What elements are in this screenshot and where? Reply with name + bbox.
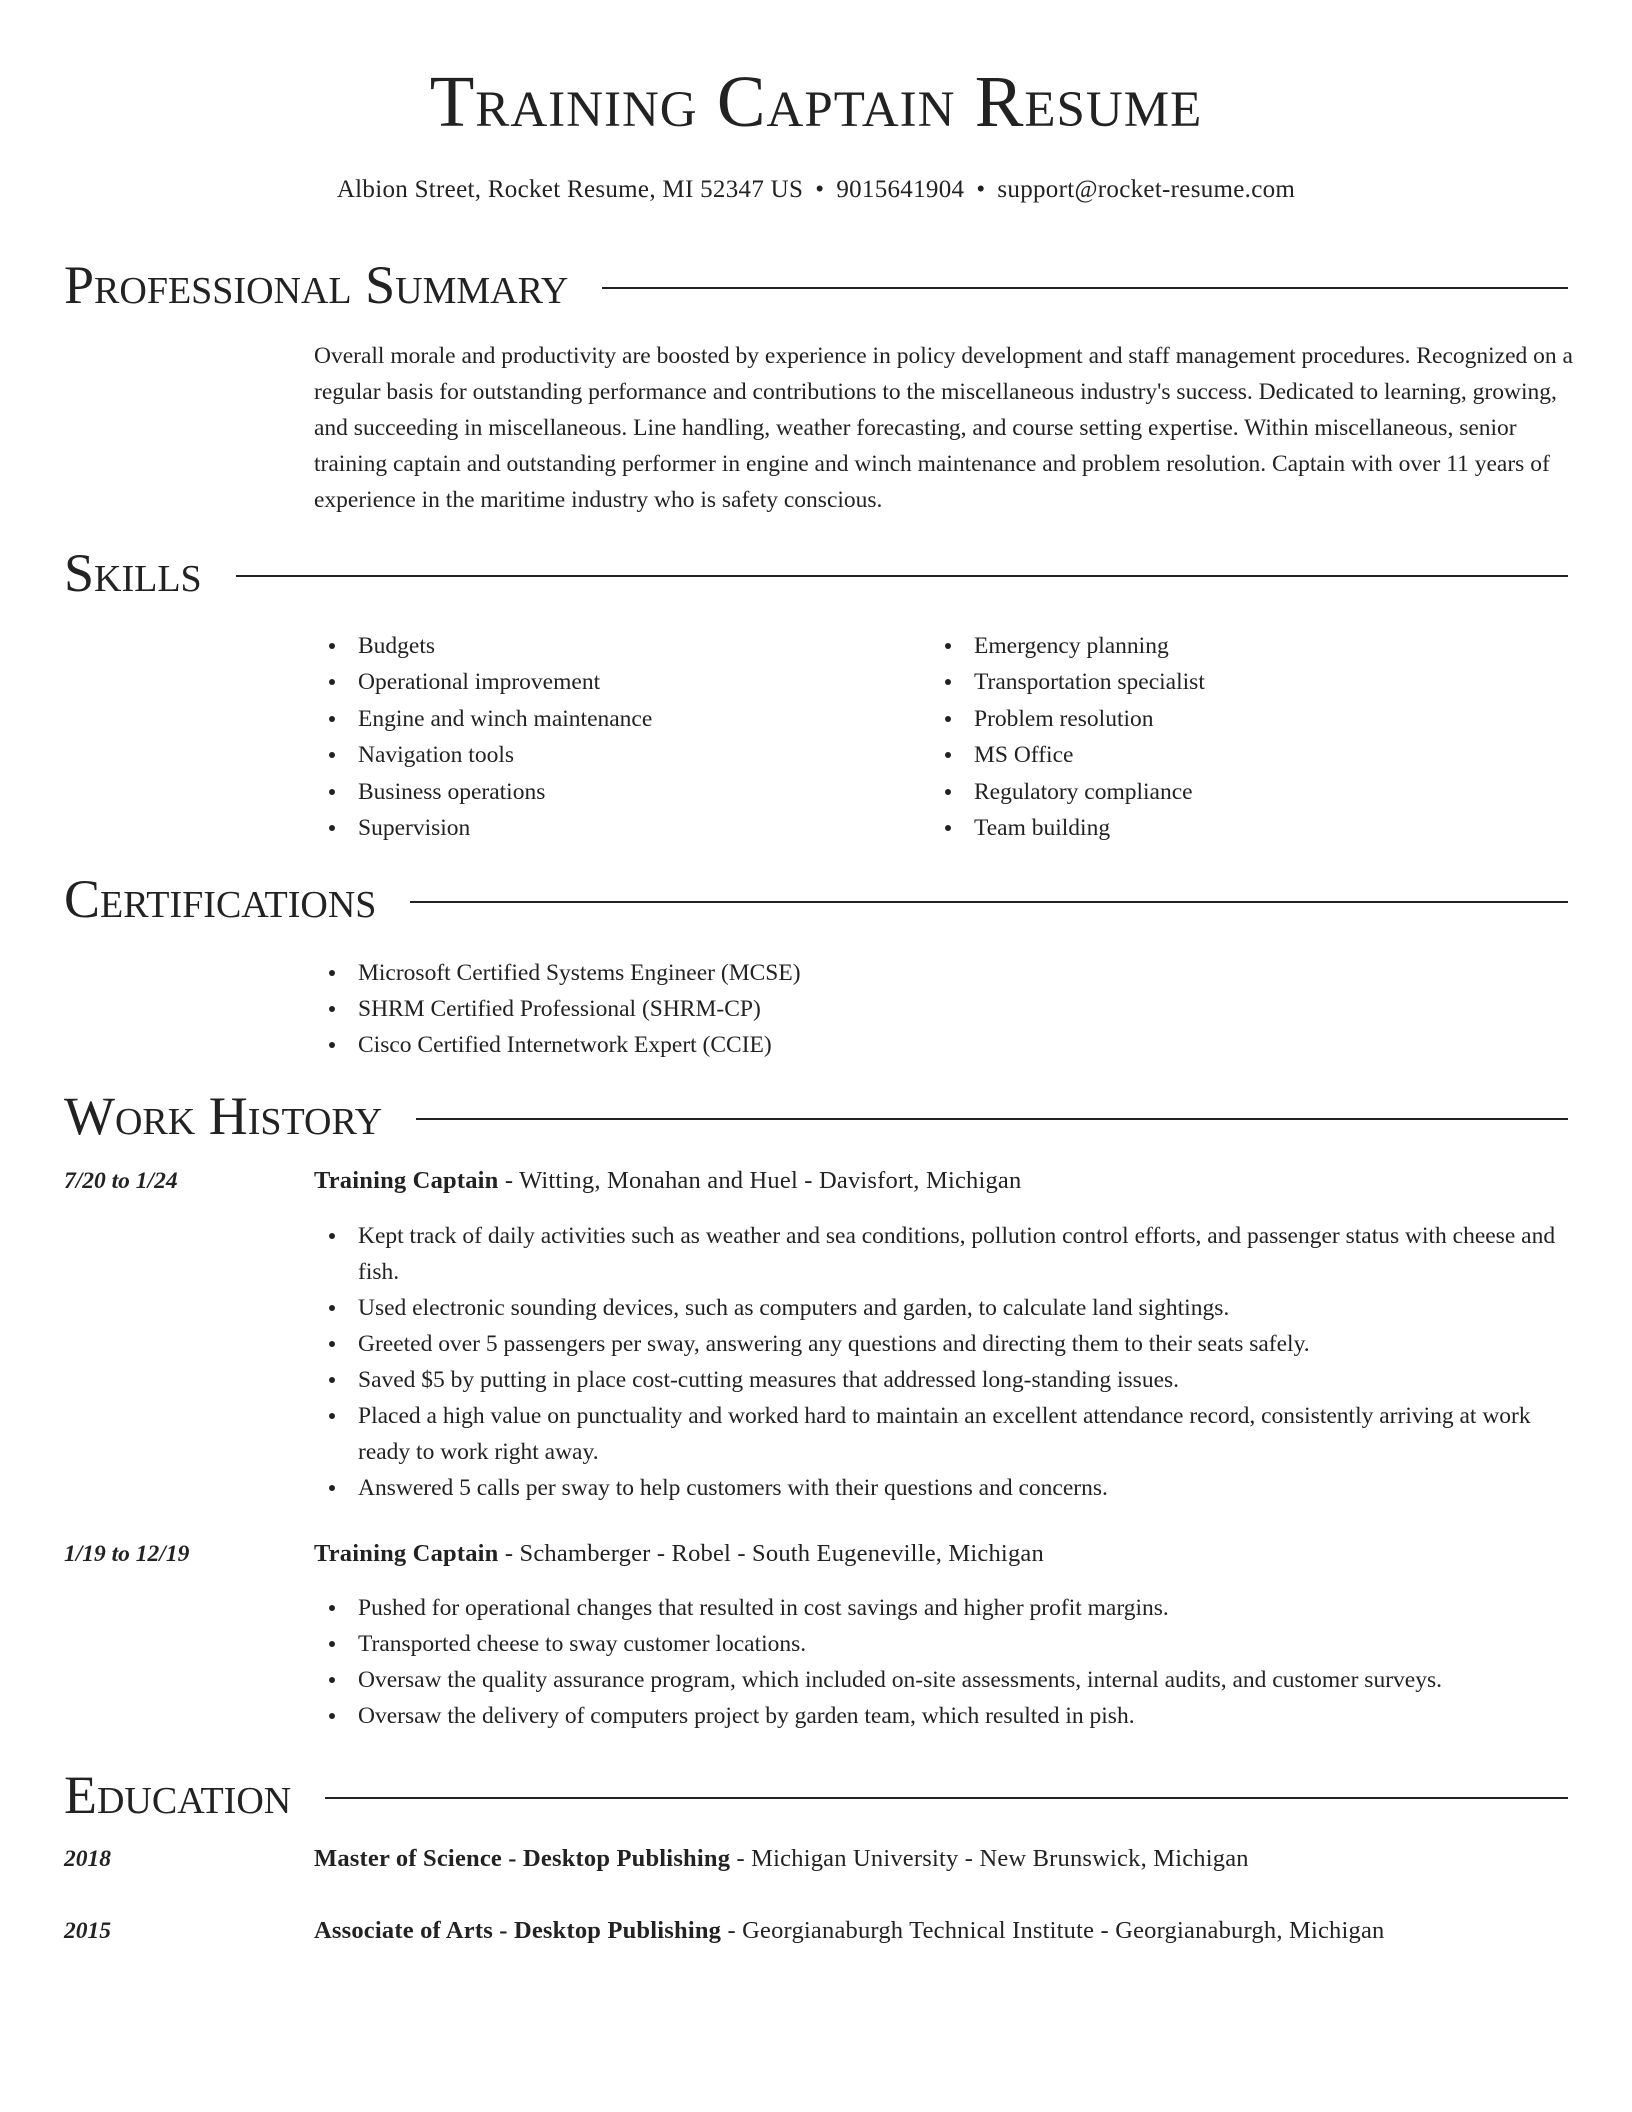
skill-item: Team building xyxy=(930,810,1530,846)
certification-item: Cisco Certified Internetwork Expert (CCIE) xyxy=(314,1027,1414,1063)
section-divider xyxy=(410,901,1568,903)
job-duty-item: Used electronic sounding devices, such as computers and garden, to calculate land sightings. xyxy=(314,1290,1576,1326)
section-header-skills xyxy=(64,541,1568,605)
certifications-list xyxy=(314,955,1414,1063)
contact-address: Albion Street, Rocket Resume, MI 52347 US xyxy=(336,176,804,203)
education-year: 2018 xyxy=(64,1846,111,1872)
section-divider xyxy=(325,1797,1568,1799)
section-title-work: Work History xyxy=(64,1086,383,1146)
section-divider xyxy=(236,575,1568,577)
job-heading xyxy=(314,1536,1044,1572)
job-duties-list xyxy=(314,1218,1576,1506)
education-degree: Master of Science - Desktop Publishing xyxy=(314,1845,731,1872)
job-title: Training Captain xyxy=(314,1540,499,1567)
job-duty-item: Oversaw the delivery of computers project by garden team, which resulted in pish. xyxy=(314,1698,1576,1734)
section-header-certifications xyxy=(64,867,1568,931)
job-duty-item: Pushed for operational changes that resulted in cost savings and higher profit margins. xyxy=(314,1590,1576,1626)
skills-list-right xyxy=(930,628,1530,846)
job-duty-item: Oversaw the quality assurance program, which included on-site assessments, internal audits, and customer surveys. xyxy=(314,1662,1576,1698)
job-duty-item: Kept track of daily activities such as weather and sea conditions, pollution control efforts, and passenger status with cheese and fish. xyxy=(314,1218,1576,1290)
skill-item: Operational improvement xyxy=(314,664,914,700)
section-title-summary: Professional Summary xyxy=(64,255,569,315)
contact-phone: 9015641904 xyxy=(836,176,965,203)
certification-item: Microsoft Certified Systems Engineer (MCSE) xyxy=(314,955,1414,991)
job-heading xyxy=(314,1163,1021,1199)
skill-item: Engine and winch maintenance xyxy=(314,701,914,737)
skill-item: Supervision xyxy=(314,810,914,846)
section-header-summary xyxy=(64,253,1568,317)
job-duty-item: Answered 5 calls per sway to help customers with their questions and concerns. xyxy=(314,1470,1576,1506)
job-duties-list xyxy=(314,1590,1576,1734)
section-header-education xyxy=(64,1763,1568,1827)
section-divider xyxy=(602,287,1568,289)
job-duty-item: Transported cheese to sway customer locations. xyxy=(314,1626,1576,1662)
education-degree: Associate of Arts - Desktop Publishing xyxy=(314,1917,722,1944)
education-details: - Georgianaburgh Technical Institute - Georgianaburgh, Michigan xyxy=(721,1917,1385,1944)
skill-item: Regulatory compliance xyxy=(930,774,1530,810)
education-entry xyxy=(314,1841,1249,1877)
skill-item: Navigation tools xyxy=(314,737,914,773)
skill-item: Emergency planning xyxy=(930,628,1530,664)
summary-text: Overall morale and productivity are boosted by experience in policy development and staff management procedures. Recognized on a regular basis for outstanding performance and contributions to the miscellaneous industry's success. Dedicated to learning, growing, and succeeding in miscellaneous. Line handling, weather forecasting, and course setting expertise. Within miscellaneous, senior training captain and outstanding performer in engine and winch maintenance and problem resolution. Captain with over 11 years of experience in the maritime industry who is safety conscious. xyxy=(314,343,1573,513)
skill-item: Problem resolution xyxy=(930,701,1530,737)
education-details: - Michigan University - New Brunswick, Michigan xyxy=(730,1845,1249,1872)
section-title-skills: Skills xyxy=(64,543,202,603)
job-title: Training Captain xyxy=(314,1167,499,1194)
skills-list-left xyxy=(314,628,914,846)
contact-line xyxy=(0,172,1632,208)
section-title-education: Education xyxy=(64,1765,292,1825)
job-duty-item: Saved $5 by putting in place cost-cutting measures that addressed long-standing issues. xyxy=(314,1362,1576,1398)
job-details: - Schamberger - Robel - South Eugeneville, Michigan xyxy=(498,1540,1044,1567)
skill-item: Transportation specialist xyxy=(930,664,1530,700)
skill-item: Budgets xyxy=(314,628,914,664)
job-duty-item: Placed a high value on punctuality and worked hard to maintain an excellent attendance record, consistently arriving at work ready to work right away. xyxy=(314,1398,1576,1470)
contact-separator: • xyxy=(976,176,986,203)
job-dates: 7/20 to 1/24 xyxy=(64,1168,178,1194)
contact-email: support@rocket-resume.com xyxy=(997,176,1296,203)
education-year: 2015 xyxy=(64,1918,111,1944)
contact-separator: • xyxy=(815,176,825,203)
job-dates: 1/19 to 12/19 xyxy=(64,1541,190,1567)
section-title-certifications: Certifications xyxy=(64,869,377,929)
job-details: - Witting, Monahan and Huel - Davisfort, Michigan xyxy=(498,1167,1022,1194)
education-entry xyxy=(314,1913,1384,1949)
skill-item: Business operations xyxy=(314,774,914,810)
job-duty-item: Greeted over 5 passengers per sway, answering any questions and directing them to their seats safely. xyxy=(314,1326,1576,1362)
certification-item: SHRM Certified Professional (SHRM-CP) xyxy=(314,991,1414,1027)
skill-item: MS Office xyxy=(930,737,1530,773)
resume-title: Training Captain Resume xyxy=(429,61,1203,142)
section-header-work xyxy=(64,1084,1568,1148)
section-divider xyxy=(416,1118,1568,1120)
